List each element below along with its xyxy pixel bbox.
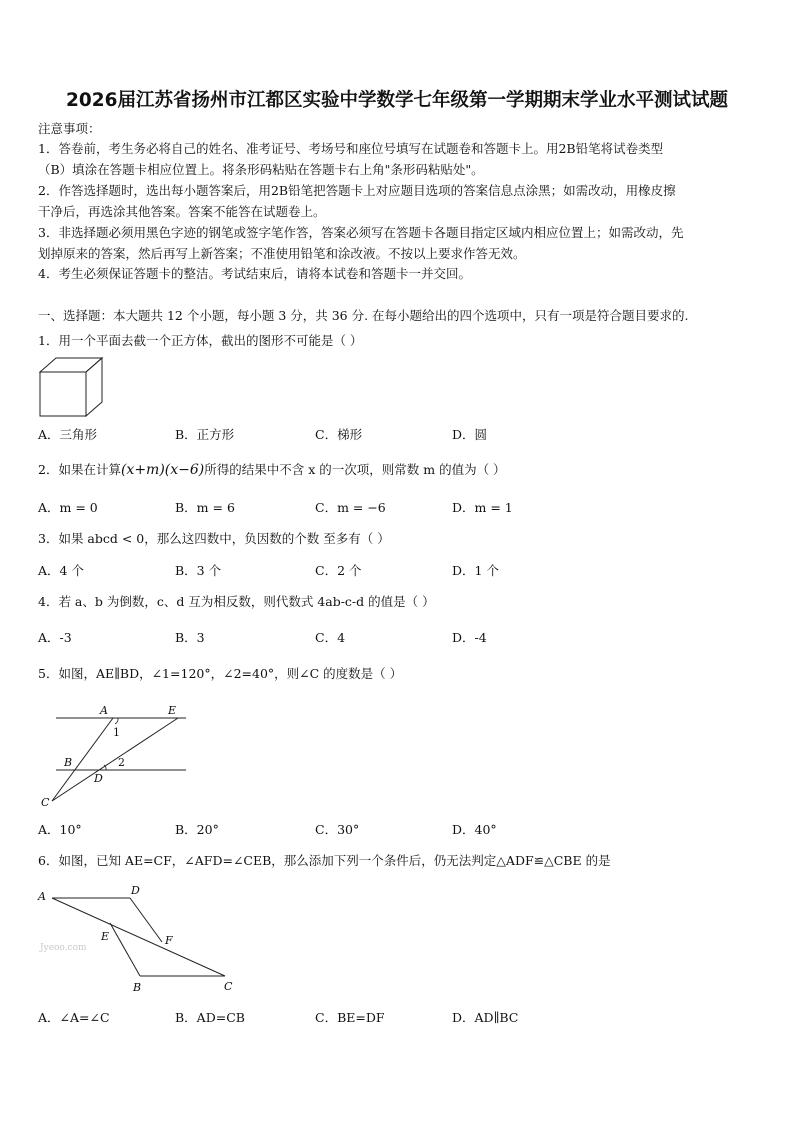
note-line: 1．答卷前，考生务必将自己的姓名、准考证号、考场号和座位号填写在试题卷和答题卡上。用2B铅笔将试卷类型 xyxy=(38,141,664,156)
label-e: E xyxy=(168,704,177,717)
option-d[interactable]: D．1 个 xyxy=(452,563,499,578)
question-2-stem xyxy=(38,460,758,480)
label-d: D xyxy=(131,884,140,897)
note-line: （B）填涂在答题卡相应位置上。将条形码粘贴在答题卡右上角"条形码粘贴处"。 xyxy=(38,162,484,177)
label-a: A xyxy=(100,704,108,717)
notes-heading: 注意事项： xyxy=(38,121,101,136)
label-f: F xyxy=(165,934,173,947)
note-line: 划掉原来的答案，然后再写上新答案；不准使用铅笔和涂改液。不按以上要求作答无效。 xyxy=(38,246,526,261)
question-2-prefix: 2．如果在计算 xyxy=(38,462,121,477)
note-line: 2．作答选择题时，选出每小题答案后，用2B铅笔把答题卡上对应题目选项的答案信息点涂黑；如需改动，用橡皮擦 xyxy=(38,183,676,198)
option-a[interactable]: A．-3 xyxy=(38,630,72,645)
option-c[interactable]: C．30° xyxy=(315,822,360,837)
option-a[interactable]: A．4 个 xyxy=(38,563,84,578)
question-1-stem: 1．用一个平面去截一个正方体，截出的图形不可能是（ ） xyxy=(38,333,363,348)
label-c: C xyxy=(41,796,50,809)
label-b: B xyxy=(133,981,142,994)
option-b[interactable]: B．20° xyxy=(175,822,219,837)
watermark: Jyeoo.com xyxy=(40,943,87,953)
note-line: 3．非选择题必须用黑色字迹的钢笔或签字笔作答，答案必须写在答题卡各题目指定区域内相应位置上；如需改动，先 xyxy=(38,225,684,240)
option-b[interactable]: B．正方形 xyxy=(175,427,235,442)
angle-2-label: 2 xyxy=(118,756,125,769)
option-c[interactable]: C．4 xyxy=(315,630,346,645)
question-2-suffix: 所得的结果中不含 x 的一次项，则常数 m 的值为（ ） xyxy=(204,462,506,477)
option-c[interactable]: C．BE=DF xyxy=(315,1010,385,1025)
note-line: 4．考生必须保证答题卡的整洁。考试结束后，请将本试卷和答题卡一并交回。 xyxy=(38,266,471,281)
option-d[interactable]: D．AD∥BC xyxy=(452,1010,519,1025)
option-b[interactable]: B．3 个 xyxy=(175,563,222,578)
option-b[interactable]: B．AD=CB xyxy=(175,1010,245,1025)
question-5-stem: 5．如图，AE∥BD，∠1=120°，∠2=40°，则∠C 的度数是（ ） xyxy=(38,666,403,681)
option-a[interactable]: A．10° xyxy=(38,822,82,837)
option-c[interactable]: C．m = −6 xyxy=(315,500,386,515)
question-3-stem: 3．如果 abcd < 0，那么这四数中，负因数的个数 至多有（ ） xyxy=(38,531,390,546)
section-heading: 一、选择题：本大题共 12 个小题，每小题 3 分，共 36 分. 在每小题给出的四个选项中，只有一项是符合题目要求的. xyxy=(38,308,689,323)
cube-figure xyxy=(38,356,108,422)
angle-1-label: 1 xyxy=(113,726,120,739)
question-6-stem: 6．如图，已知 AE=CF，∠AFD=∠CEB，那么添加下列一个条件后，仍无法判定△ADF≌△CBE 的是 xyxy=(38,853,611,868)
option-a[interactable]: A．m = 0 xyxy=(38,500,98,515)
note-line: 干净后，再选涂其他答案。答案不能答在试题卷上。 xyxy=(38,204,326,219)
option-c[interactable]: C．梯形 xyxy=(315,427,363,442)
option-b[interactable]: B．3 xyxy=(175,630,205,645)
label-b: B xyxy=(64,756,73,769)
label-d: D xyxy=(94,772,103,785)
option-c[interactable]: C．2 个 xyxy=(315,563,362,578)
label-a: A xyxy=(38,890,46,903)
option-d[interactable]: D．40° xyxy=(452,822,497,837)
option-a[interactable]: A．三角形 xyxy=(38,427,98,442)
exam-title: 2026届江苏省扬州市江都区实验中学数学七年级第一学期期末学业水平测试试题 xyxy=(66,90,728,111)
option-a[interactable]: A．∠A=∠C xyxy=(38,1010,110,1025)
option-b[interactable]: B．m = 6 xyxy=(175,500,235,515)
question-2-expression: (x+m)(x−6) xyxy=(120,462,205,478)
label-e: E xyxy=(101,930,110,943)
label-c: C xyxy=(224,980,233,993)
option-d[interactable]: D．圆 xyxy=(452,427,488,442)
option-d[interactable]: D．m = 1 xyxy=(452,500,513,515)
question-4-stem: 4．若 a、b 为倒数，c、d 互为相反数，则代数式 4ab-c-d 的值是（ ） xyxy=(38,594,435,609)
triangles-figure xyxy=(38,882,248,997)
parallel-lines-figure xyxy=(38,700,198,810)
option-d[interactable]: D．-4 xyxy=(452,630,487,645)
